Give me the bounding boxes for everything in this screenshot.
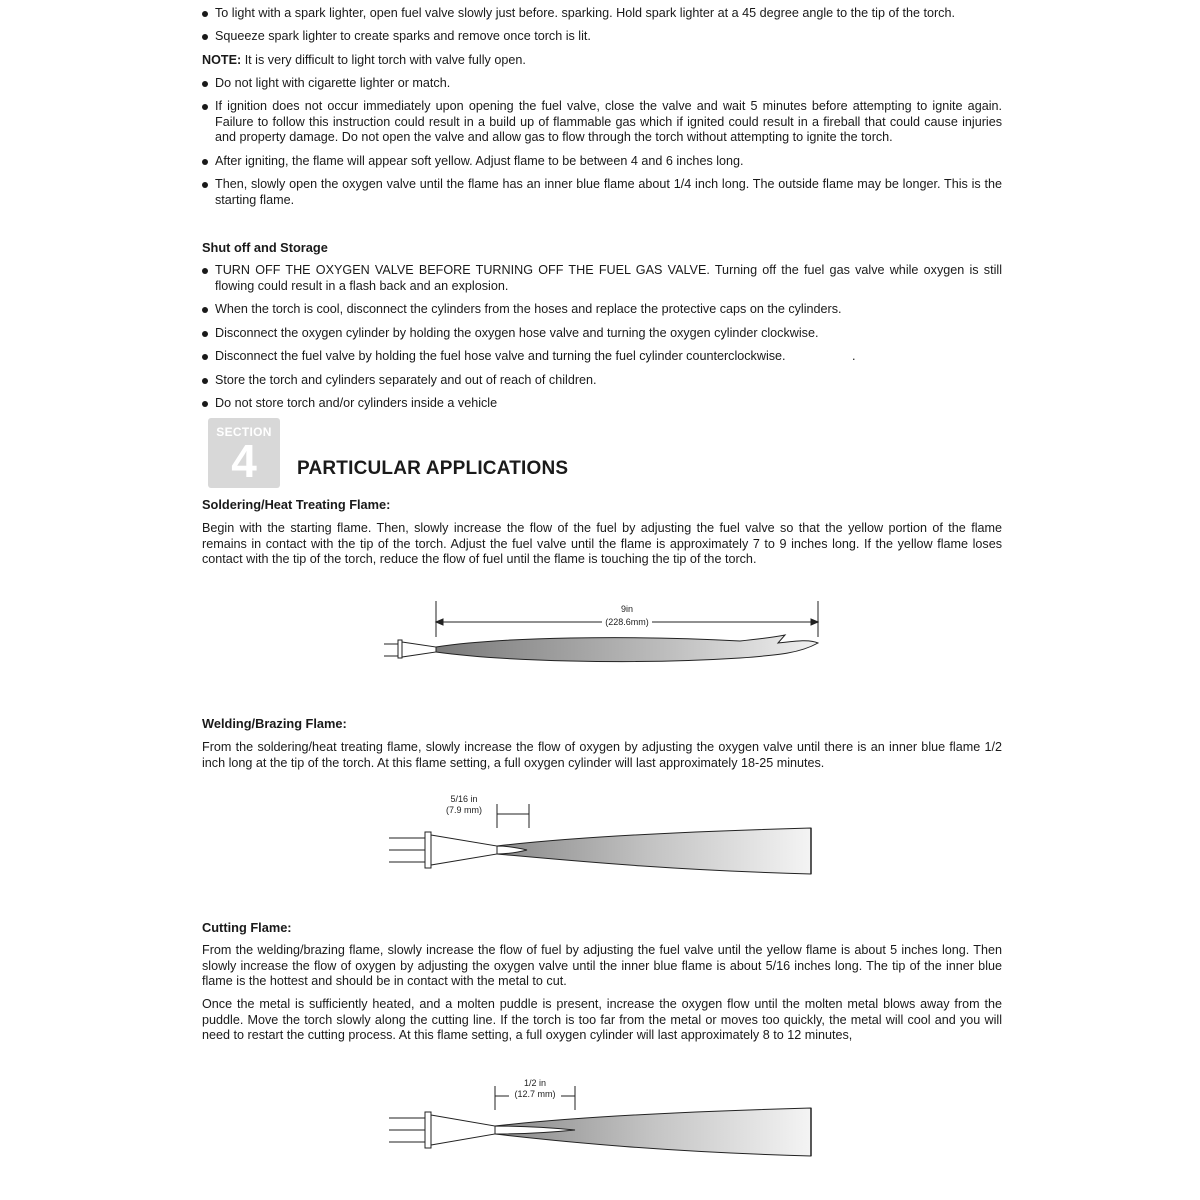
- bullet-dot: [202, 307, 208, 313]
- bullet-text: To light with a spark lighter, open fuel valve slowly just before. sparking. Hold spark lighter at a 45 degree angle to the tip of the torch.: [215, 6, 955, 20]
- bullet-dot: [202, 378, 208, 384]
- bullet-item: [202, 76, 1002, 92]
- bullet-item: [202, 302, 1002, 318]
- dimension-line: [497, 804, 529, 828]
- section-label: SECTION: [216, 425, 272, 439]
- soldering-heading: Soldering/Heat Treating Flame:: [202, 497, 391, 512]
- bullet-text: After igniting, the flame will appear soft yellow. Adjust flame to be between 4 and 6 inches long.: [215, 154, 744, 168]
- cutting-text-1: From the welding/brazing flame, slowly increase the flow of fuel by adjusting the fuel valve until the yellow flame is about 5 inches long. Then slowly increase the flow of oxygen by adjusting the oxygen valve until the inner blue flame is about 5/16 inches long. The tip of the inner blue flame is the hottest and should be in contact with the metal to cut.: [202, 943, 1002, 988]
- dimension-label: 5/16 in: [450, 794, 478, 804]
- bullet-dot: [202, 268, 208, 274]
- dimension-label: 1/2 in: [523, 1078, 547, 1088]
- shutoff-heading: Shut off and Storage: [202, 240, 328, 255]
- bullet-text: TURN OFF THE OXYGEN VALVE BEFORE TURNING OFF THE FUEL GAS VALVE. Turning off the fuel gas valve while oxygen is still flowing could result in a flash back and an explosion.: [215, 263, 1002, 293]
- dimension-label-metric: (7.9 mm): [446, 805, 482, 815]
- dimension-label-metric: (12.7 mm): [514, 1089, 556, 1099]
- bullet-text: Squeeze spark lighter to create sparks and remove once torch is lit.: [215, 29, 591, 43]
- bullet-item: [202, 349, 1002, 365]
- note-text: It is very difficult to light torch with valve fully open.: [244, 53, 526, 67]
- torch-tip: [389, 832, 497, 868]
- bullet-dot: [202, 182, 208, 188]
- soldering-text: Begin with the starting flame. Then, slowly increase the flow of the fuel by adjusting the fuel valve so that the yellow portion of the flame remains in contact with the tip of the torch. Adjust the fuel valve until the flame is approximately 7 to 9 inches long. If the yellow flame loses contact with the tip of the torch, reduce the flow of fuel until the flame is touching the tip of the torch.: [202, 521, 1002, 566]
- note-line: [202, 53, 1002, 69]
- section-badge: [208, 418, 280, 488]
- stray-mark: .: [852, 349, 856, 363]
- bullet-item: [202, 6, 1002, 22]
- flame-shape: [497, 828, 811, 874]
- soldering-flame-diagram: [380, 595, 830, 670]
- welding-flame-diagram: [385, 788, 825, 883]
- welding-text: From the soldering/heat treating flame, slowly increase the flow of oxygen by adjusting the oxygen valve until there is an inner blue flame 1/2 inch long at the tip of the torch. At this flame setting, a full oxygen cylinder will last approximately 18-25 minutes.: [202, 740, 1002, 770]
- bullet-item: [202, 177, 1002, 208]
- cutting-heading: Cutting Flame:: [202, 920, 292, 935]
- bullet-item: [202, 326, 1002, 342]
- bullet-dot: [202, 401, 208, 407]
- cutting-text-2: Once the metal is sufficiently heated, and a molten puddle is present, increase the oxygen flow until the molten metal blows away from the puddle. Move the torch slowly along the cutting line. If the torch is too far from the metal or moves too quickly, the metal will cool and you will need to restart the cutting process. At this flame setting, a full oxygen cylinder will last approximately 8 to 12 minutes,: [202, 997, 1002, 1042]
- bullet-text: Disconnect the fuel valve by holding the fuel hose valve and turning the fuel cylinder counterclockwise.: [215, 349, 786, 363]
- bullet-item: [202, 396, 1002, 412]
- bullet-item: [202, 373, 1002, 389]
- bullet-dot: [202, 354, 208, 360]
- torch-tip: [389, 1112, 495, 1148]
- bullet-text: Store the torch and cylinders separately and out of reach of children.: [215, 373, 597, 387]
- flame-shape: [436, 635, 818, 662]
- cutting-flame-diagram: [385, 1070, 825, 1170]
- bullet-text: Then, slowly open the oxygen valve until the flame has an inner blue flame about 1/4 inch long. The outside flame may be longer. This is the starting flame.: [215, 177, 1002, 207]
- bullet-text: Disconnect the oxygen cylinder by holding the oxygen hose valve and turning the oxygen cylinder clockwise.: [215, 326, 819, 340]
- bullet-dot: [202, 81, 208, 87]
- dimension-label-metric: (228.6mm): [605, 617, 649, 627]
- dimension-label: 9in: [620, 604, 634, 614]
- bullet-dot: [202, 11, 208, 17]
- bullet-dot: [202, 104, 208, 110]
- bullet-item: [202, 154, 1002, 170]
- welding-heading: Welding/Brazing Flame:: [202, 716, 347, 731]
- bullet-dot: [202, 331, 208, 337]
- bullet-dot: [202, 34, 208, 40]
- bullet-dot: [202, 159, 208, 165]
- bullet-text: If ignition does not occur immediately upon opening the fuel valve, close the valve and wait 5 minutes before attempting to ignite again. Failure to follow this instruction could result in a build up of flammable gas which if ignited could result in a fireball that could cause injuries and property damage. Do not open the valve and allow gas to flow through the torch without attempting to ignite the torch.: [215, 99, 1002, 144]
- section-number: 4: [231, 435, 257, 487]
- bullet-text: Do not store torch and/or cylinders inside a vehicle: [215, 396, 498, 410]
- bullet-text: Do not light with cigarette lighter or match.: [215, 76, 451, 90]
- note-label: NOTE:: [202, 53, 242, 67]
- bullet-text: When the torch is cool, disconnect the cylinders from the hoses and replace the protective caps on the cylinders.: [215, 302, 842, 316]
- bullet-item: [202, 99, 1002, 146]
- torch-tip: [384, 640, 436, 658]
- bullet-item: [202, 263, 1002, 294]
- section-title: PARTICULAR APPLICATIONS: [297, 458, 569, 479]
- bullet-item: [202, 29, 1002, 45]
